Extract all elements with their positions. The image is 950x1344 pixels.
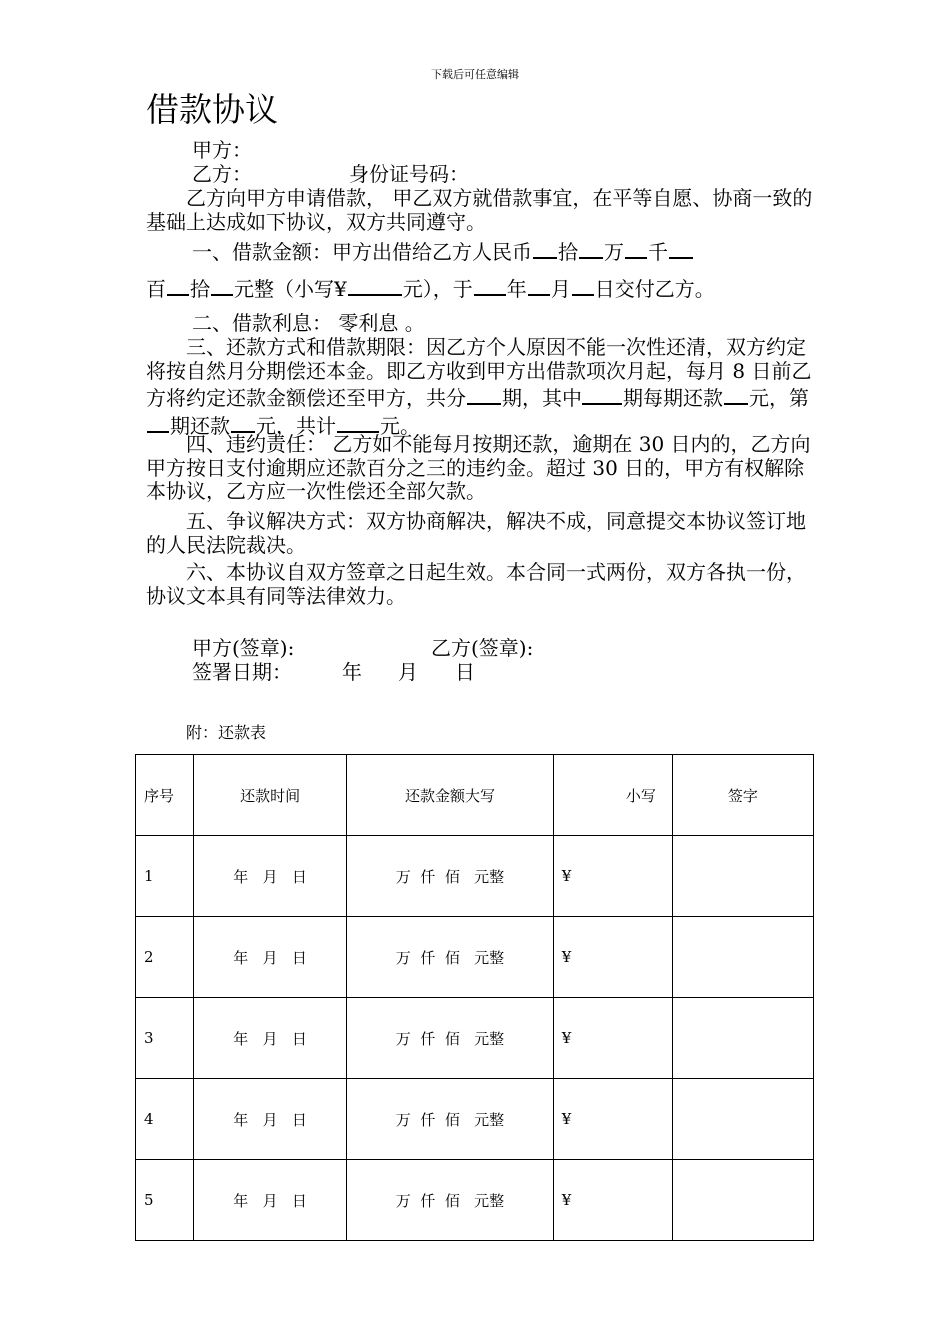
document-title: 借款协议 [146, 90, 278, 129]
header-note: 下载后可任意编辑 [431, 68, 519, 81]
clause-3-qi: 期，其中 [502, 386, 582, 410]
sign-month: 月 [398, 660, 418, 684]
row-amount-words: 万 仟 佰 元整 [347, 836, 554, 917]
clause-1-prefix: 一、借款金额：甲方出借给乙方人民币 [192, 240, 532, 264]
unit-bai: 百 [146, 277, 166, 301]
blank-periods [467, 383, 501, 405]
clause-3-main: 三、还款方式和借款期限：因乙方个人原因不能一次性还清，双方约定将按自然月分期偿还本金。即乙方收到甲方出借款项次月起，每月 8 日前乙方将约定还款金额偿还至甲方，共分 [146, 335, 812, 410]
sign-day: 日 [455, 660, 475, 684]
blank-total [337, 411, 379, 433]
blank-each-period [582, 383, 622, 405]
unit-qian: 千 [648, 240, 668, 264]
clause-3-yuan1: 元，第 [749, 386, 809, 410]
blank-month [528, 274, 550, 296]
unit-wan: 万 [604, 240, 624, 264]
blank-year [474, 274, 506, 296]
row-index: 2 [136, 917, 194, 998]
header-time: 还款时间 [194, 755, 347, 836]
clause-1-line-2 [146, 274, 715, 301]
sign-a-label: 甲方(签章): [192, 636, 295, 660]
blank-qian [625, 237, 647, 259]
row-time: 年 月 日 [194, 1160, 347, 1241]
attachment-label: 附：还款表 [186, 723, 267, 742]
table-row [136, 836, 814, 917]
blank-shi [167, 274, 189, 296]
clause-3-mei: 期每期还款 [623, 386, 723, 410]
unit-shi2: 拾 [190, 277, 210, 301]
row-time: 年 月 日 [194, 917, 347, 998]
sign-b-label: 乙方(签章): [431, 636, 534, 660]
row-time: 年 月 日 [194, 998, 347, 1079]
clause-5 [146, 510, 821, 557]
blank-small-amount [348, 274, 402, 296]
clause-6-text: 六、本协议自双方签章之日起生效。本合同一式两份，双方各执一份，协议文本具有同等法律效力。 [146, 560, 806, 608]
row-amount-figures: ¥ [553, 998, 672, 1079]
header-amount-words: 还款金额大写 [347, 755, 554, 836]
row-index: 3 [136, 998, 194, 1079]
clause-4 [146, 433, 821, 504]
id-number-label: 身份证号码： [349, 162, 469, 186]
blank-shiwan [533, 237, 557, 259]
table-row [136, 917, 814, 998]
sign-year: 年 [342, 660, 362, 684]
clause-3-end: 元。 [380, 413, 420, 438]
yuan-close-text: 元），于 [402, 277, 473, 301]
blank-nth-amount [231, 411, 255, 433]
clause-3-text [146, 336, 821, 438]
yuan-zheng-text: 元整（小写¥ [234, 277, 347, 301]
header-amount-figures: 小写 [553, 755, 672, 836]
clause-3 [146, 336, 821, 438]
row-signature [672, 836, 813, 917]
blank-yuan [211, 274, 233, 296]
blank-wan [579, 237, 603, 259]
day-deliver-text: 日交付乙方。 [594, 277, 715, 301]
intro-text: 乙方向甲方申请借款， 甲乙双方就借款事宜，在平等自愿、协商一致的基础上达成如下协议，双方共同遵守。 [146, 186, 813, 234]
sign-date-label: 签署日期： [192, 660, 292, 684]
year-label: 年 [506, 277, 527, 301]
intro-paragraph [146, 187, 821, 234]
row-amount-words: 万 仟 佰 元整 [347, 917, 554, 998]
month-label: 月 [550, 277, 571, 301]
table-row [136, 1079, 814, 1160]
clause-3-yuan2: 元，共计 [256, 413, 336, 438]
repayment-table [135, 754, 814, 1241]
header-signature: 签字 [672, 755, 813, 836]
row-signature [672, 1160, 813, 1241]
row-index: 1 [136, 836, 194, 917]
table-row [136, 998, 814, 1079]
table-row [136, 1160, 814, 1241]
clause-5-text: 五、争议解决方式：双方协商解决，解决不成，同意提交本协议签订地的人民法院裁决。 [146, 509, 806, 557]
row-index: 5 [136, 1160, 194, 1241]
row-amount-figures: ¥ [553, 1079, 672, 1160]
row-amount-figures: ¥ [553, 836, 672, 917]
clause-2: 二、借款利息： 零利息 。 [192, 311, 425, 335]
row-signature [672, 1079, 813, 1160]
party-a-label: 甲方： [192, 138, 252, 162]
row-amount-figures: ¥ [553, 917, 672, 998]
row-signature [672, 998, 813, 1079]
row-amount-words: 万 仟 佰 元整 [347, 1160, 554, 1241]
unit-shi: 拾 [558, 240, 578, 264]
clause-3-qihuan: 期还款 [170, 413, 230, 438]
row-signature [672, 917, 813, 998]
blank-bai [669, 237, 693, 259]
party-b-label: 乙方： [192, 162, 252, 186]
clause-1-line-1 [192, 237, 694, 264]
clause-4-text: 四、违约责任： 乙方如不能每月按期还款，逾期在 30 日内的，乙方向甲方按日支付逾期应还款百分之三的违约金。超过 30 日的，甲方有权解除本协议，乙方应一次性偿还全部欠款。 [146, 432, 811, 503]
row-amount-words: 万 仟 佰 元整 [347, 1079, 554, 1160]
row-amount-words: 万 仟 佰 元整 [347, 998, 554, 1079]
row-amount-figures: ¥ [553, 1160, 672, 1241]
blank-nth-period [147, 411, 169, 433]
row-time: 年 月 日 [194, 836, 347, 917]
blank-each-amount [724, 383, 748, 405]
row-index: 4 [136, 1079, 194, 1160]
clause-6 [146, 561, 821, 608]
blank-day [572, 274, 594, 296]
table-header-row [136, 755, 814, 836]
row-time: 年 月 日 [194, 1079, 347, 1160]
header-index: 序号 [136, 755, 194, 836]
